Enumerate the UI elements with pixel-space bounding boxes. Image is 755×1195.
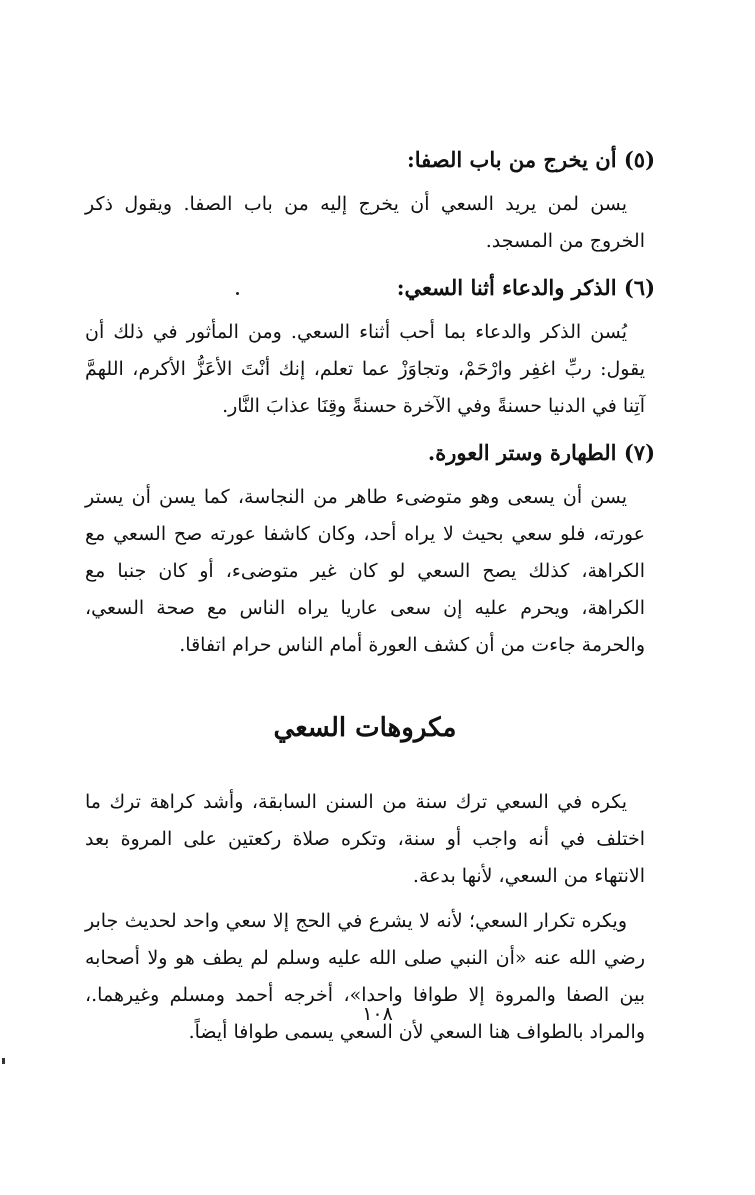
page-body bbox=[85, 140, 655, 1059]
paragraph-makruh-2: ويكره تكرار السعي؛ لأنه لا يشرع في الحج إلا سعي واحد لحديث جابر رضي الله عنه «أن النبي صلى الله عليه وسلم لم يطف هو ولا أصحابه بين الصفا والمروة إلا طوافا واحدا»، أخرجه أحمد ومسلم وغيرهما.، والمراد بالطواف هنا السعي لأن السعي يسمى طوافا أيضاً. bbox=[85, 910, 645, 1043]
page-number: ١٠٨ bbox=[362, 1003, 393, 1025]
heading-6: (٦) الذكر والدعاء أثنا السعي: bbox=[396, 275, 655, 300]
paragraph-makruh-1: يكره في السعي ترك سنة من السنن السابقة، وأشد كراهة ترك ما اختلف في أنه واجب أو سنة، وتكره صلاة ركعتين على المروة بعد الانتهاء من السعي، لأنها بدعة. bbox=[85, 791, 645, 887]
heading-5: (٥) أن يخرج من باب الصفا: bbox=[407, 147, 655, 172]
section-title: مكروهات السعي bbox=[273, 713, 457, 743]
scan-speck bbox=[236, 292, 239, 295]
margin-mark bbox=[2, 1058, 5, 1064]
paragraph-7: يسن أن يسعى وهو متوضىء طاهر من النجاسة، كما يسن أن يستر عورته، فلو سعي بحيث لا يراه أحد، وكان كاشفا عورته صح السعي مع الكراهة، كذلك يصح السعي لو كان غير متوضىء، أو كان جنبا مع الكراهة، ويحرم عليه إن سعى عاريا يراه الناس مع صحة السعي، والحرمة جاءت من أن كشف العورة أمام الناس حرام اتفاقا. bbox=[85, 486, 645, 656]
heading-7: (٧) الطهارة وستر العورة. bbox=[427, 440, 655, 465]
paragraph-5: يسن لمن يريد السعي أن يخرج إليه من باب الصفا. ويقول ذكر الخروج من المسجد. bbox=[85, 193, 645, 252]
paragraph-6: يُسن الذكر والدعاء بما أحب أثناء السعي. ومن المأثور في ذلك أن يقول: ربِّ اغفِر وارْحَمْ، وتجاوَزْ عما تعلم، إنك أنْتَ الأعَزُّ الأكرم، اللهمَّ آتِنا في الدنيا حسنةً وفي الآخرة حسنةً وقِنَا عذابَ النَّار. bbox=[85, 321, 645, 417]
